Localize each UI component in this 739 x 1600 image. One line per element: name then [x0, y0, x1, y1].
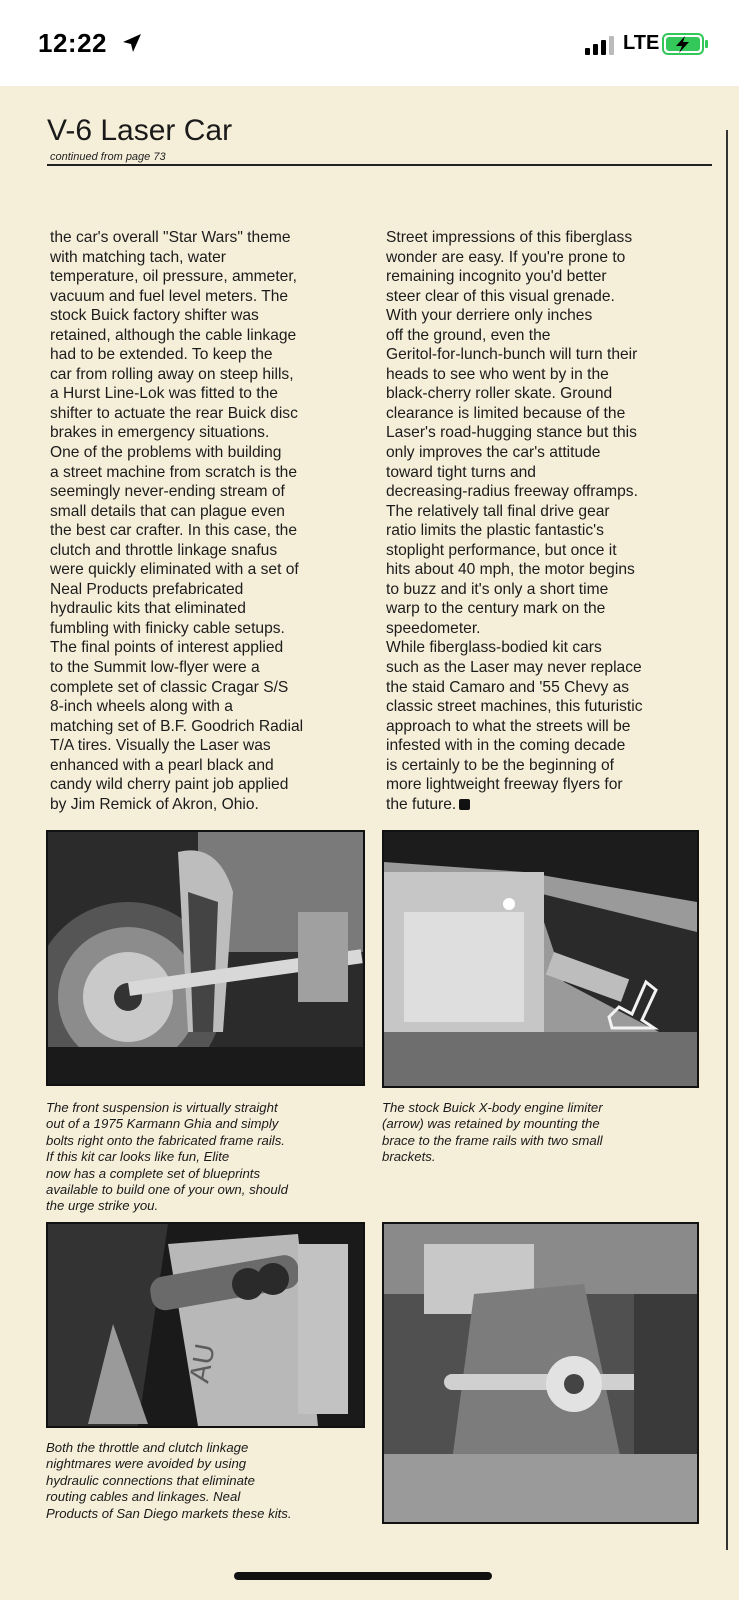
network-type: LTE: [623, 32, 660, 54]
paragraph: The final points of interest applied to the Summit low-flyer were a complete set of classic Cragar S/S 8-inch wheels along with a matching set of B.F. Goodrich Radial T/A tires. Visually the Laser was enhanced with a pearl black and candy wild cherry paint job applied by Jim Remick of Akron, Ohio.: [50, 639, 304, 813]
photo-front-suspension: [46, 830, 365, 1086]
paragraph: One of the problems with building a street machine from scratch is the seemingly never-ending stream of small details that can plague even the best car crafter. In this case, the clutch and throttle linkage snafus were quickly eliminated with a set of Neal Products prefabricated hydraulic kits that eliminated fumbling with finicky cable setups.: [50, 444, 299, 637]
end-of-article-icon: [459, 799, 470, 810]
status-time: 12:22: [38, 28, 107, 58]
paragraph-text: While fiberglass-bodied kit cars such as the Laser may never replace the staid Camaro and '55 Chevy as classic street machines, this futuristic approach to what the streets will be infested with in the coming decade is certainly to be the beginning of more lightweight freeway flyers for the future.: [386, 639, 643, 813]
paragraph: the car's overall "Star Wars" theme with matching tach, water temperature, oil pressure, ammeter, vacuum and fuel level meters. The stock Buick factory shifter was retained, although the cable linkage had to be extended. To keep the car from rolling away on steep hills, a Hurst Line-Lok was fitted to the shifter to actuate the rear Buick disc brakes in emergency situations.: [50, 229, 298, 442]
photo-engine-limiter: [382, 830, 699, 1088]
location-arrow-icon: [121, 32, 143, 54]
headline-rule: [47, 164, 712, 166]
photo-hydraulic-kit: [46, 1222, 365, 1428]
page-edge-rule: [726, 130, 728, 1550]
battery-charging-icon: [662, 33, 710, 55]
home-indicator[interactable]: [234, 1572, 492, 1580]
signal-icon: [585, 35, 617, 55]
continued-note: continued from page 73: [50, 151, 166, 163]
photo-throttle-linkage: [382, 1222, 699, 1524]
cylinder-marking: AU: [183, 1341, 221, 1386]
paragraph: Street impressions of this fiberglass wonder are easy. If you're prone to remaining incognito you'd better steer clear of this visual grenade. With your derriere only inches off the ground, even the Geritol-for-lunch-bunch will turn their heads to see who went by in the black-cherry roller skate. Ground clearance is limited because of the Laser's road-hugging stance but this only improves the car's attitude toward tight turns and decreasing-radius freeway offramps. The relatively tall final drive gear ratio limits the plastic fantastic's stoplight performance, but once it hits about 40 mph, the motor begins to buzz and it's only a short time warp to the century mark on the speedometer.: [386, 229, 638, 637]
article-headline: V-6 Laser Car: [47, 114, 233, 147]
caption-engine-limiter: The stock Buick X-body engine limiter (arrow) was retained by mounting the brace to the frame rails with two small brackets.: [382, 1100, 603, 1165]
article-column-right: [386, 228, 716, 814]
paragraph: [386, 638, 716, 814]
caption-hydraulic-kit: Both the throttle and clutch linkage nightmares were avoided by using hydraulic connections that eliminate routing cables and linkages. Neal Products of San Diego markets these kits.: [46, 1440, 292, 1521]
caption-front-suspension: The front suspension is virtually straight out of a 1975 Karmann Ghia and simply bolts right onto the fabricated frame rails. If this kit car looks like fun, Elite now has a complete set of blueprints available to build one of your own, should the urge strike you.: [46, 1100, 288, 1214]
article-column-left: [50, 228, 370, 814]
status-bar: [0, 0, 739, 86]
